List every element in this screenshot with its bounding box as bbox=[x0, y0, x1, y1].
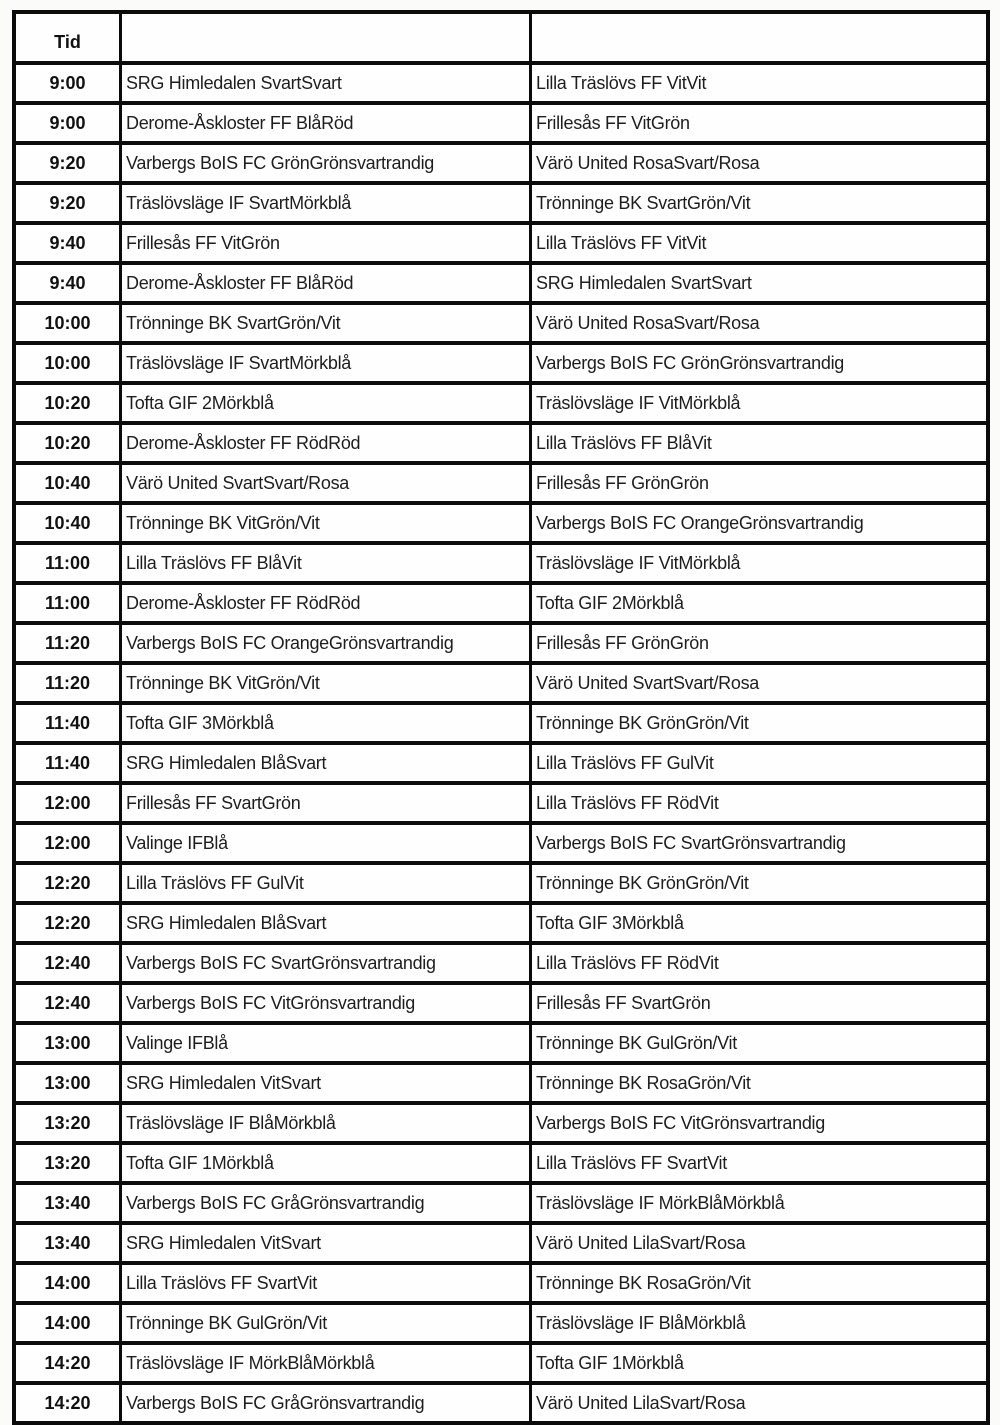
table-row bbox=[16, 1105, 986, 1145]
match-time: 12:20 bbox=[16, 865, 122, 901]
home-team: SRG Himledalen BlåSvart bbox=[122, 905, 532, 941]
home-team: Varbergs BoIS FC SvartGrönsvartrandig bbox=[122, 945, 532, 981]
home-team: Trönninge BK VitGrön/Vit bbox=[122, 665, 532, 701]
table-row bbox=[16, 625, 986, 665]
table-row bbox=[16, 945, 986, 985]
table-row bbox=[16, 1185, 986, 1225]
home-team: Valinge IFBlå bbox=[122, 1025, 532, 1061]
match-time: 13:20 bbox=[16, 1145, 122, 1181]
away-team: Värö United RosaSvart/Rosa bbox=[536, 312, 760, 333]
away-team: Trönninge BK RosaGrön/Vit bbox=[536, 1072, 751, 1093]
home-team: Träslövsläge IF SvartMörkblå bbox=[122, 345, 532, 381]
match-time: 13:20 bbox=[16, 1105, 122, 1141]
home-team: Varbergs BoIS FC GrönGrönsvartrandig bbox=[122, 145, 532, 181]
away-team: Frillesås FF GrönGrön bbox=[536, 632, 709, 653]
match-time: 10:20 bbox=[16, 425, 122, 461]
match-time: 9:40 bbox=[16, 265, 122, 301]
match-time: 11:00 bbox=[16, 545, 122, 581]
home-team: Träslövsläge IF SvartMörkblå bbox=[122, 185, 532, 221]
home-team: Träslövsläge IF BlåMörkblå bbox=[122, 1105, 532, 1141]
match-time: 10:00 bbox=[16, 345, 122, 381]
match-time: 12:40 bbox=[16, 945, 122, 981]
match-time: 13:40 bbox=[16, 1185, 122, 1221]
time-column-header: Tid bbox=[16, 14, 122, 61]
table-row bbox=[16, 305, 986, 345]
away-team: Träslövsläge IF VitMörkblå bbox=[536, 552, 741, 573]
home-team: Frillesås FF VitGrön bbox=[122, 225, 532, 261]
away-column-header bbox=[532, 14, 986, 61]
home-team: Varbergs BoIS FC VitGrönsvartrandig bbox=[122, 985, 532, 1021]
away-team: Varbergs BoIS FC GrönGrönsvartrandig bbox=[536, 352, 844, 373]
home-team: SRG Himledalen VitSvart bbox=[122, 1225, 532, 1261]
table-row bbox=[16, 225, 986, 265]
home-team: Lilla Träslövs FF GulVit bbox=[122, 865, 532, 901]
match-time: 10:40 bbox=[16, 505, 122, 541]
away-team: Frillesås FF VitGrön bbox=[536, 112, 690, 133]
match-time: 11:00 bbox=[16, 585, 122, 621]
match-time: 11:40 bbox=[16, 745, 122, 781]
match-time: 10:00 bbox=[16, 305, 122, 341]
table-row bbox=[16, 665, 986, 705]
match-time: 13:00 bbox=[16, 1065, 122, 1101]
home-team: Derome-Åskloster FF BlåRöd bbox=[122, 265, 532, 301]
home-column-header bbox=[122, 14, 532, 61]
table-row bbox=[16, 465, 986, 505]
away-team: Träslövsläge IF MörkBlåMörkblå bbox=[536, 1192, 785, 1213]
home-team: Valinge IFBlå bbox=[122, 825, 532, 861]
home-team: Trönninge BK SvartGrön/Vit bbox=[122, 305, 532, 341]
away-team: Lilla Träslövs FF GulVit bbox=[536, 752, 714, 773]
away-team: Varbergs BoIS FC OrangeGrönsvartrandig bbox=[536, 512, 864, 533]
table-row bbox=[16, 265, 986, 305]
table-row bbox=[16, 705, 986, 745]
away-team: Lilla Träslövs FF SvartVit bbox=[536, 1152, 727, 1173]
match-time: 9:00 bbox=[16, 105, 122, 141]
away-team: Lilla Träslövs FF BlåVit bbox=[536, 432, 712, 453]
away-team: Träslövsläge IF VitMörkblå bbox=[536, 392, 741, 413]
table-row bbox=[16, 425, 986, 465]
away-team: Träslövsläge IF BlåMörkblå bbox=[536, 1312, 746, 1333]
table-row bbox=[16, 505, 986, 545]
away-team: Tofta GIF 1Mörkblå bbox=[536, 1352, 684, 1373]
away-team: Trönninge BK GulGrön/Vit bbox=[536, 1032, 737, 1053]
table-row bbox=[16, 1265, 986, 1305]
away-team: Trönninge BK GrönGrön/Vit bbox=[536, 872, 749, 893]
home-team: Lilla Träslövs FF BlåVit bbox=[122, 545, 532, 581]
away-team: Varbergs BoIS FC SvartGrönsvartrandig bbox=[536, 832, 846, 853]
match-time: 14:00 bbox=[16, 1305, 122, 1341]
home-team: Tofta GIF 1Mörkblå bbox=[122, 1145, 532, 1181]
match-time: 13:00 bbox=[16, 1025, 122, 1061]
away-team: Lilla Träslövs FF RödVit bbox=[536, 952, 719, 973]
table-row bbox=[16, 185, 986, 225]
table-row bbox=[16, 905, 986, 945]
match-time: 10:20 bbox=[16, 385, 122, 421]
match-time: 13:40 bbox=[16, 1225, 122, 1261]
match-time: 14:20 bbox=[16, 1385, 122, 1421]
match-time: 11:20 bbox=[16, 665, 122, 701]
match-time: 10:40 bbox=[16, 465, 122, 501]
home-team: Derome-Åskloster FF BlåRöd bbox=[122, 105, 532, 141]
home-team: Värö United SvartSvart/Rosa bbox=[122, 465, 532, 501]
match-time: 11:40 bbox=[16, 705, 122, 741]
match-time: 12:00 bbox=[16, 825, 122, 861]
table-row bbox=[16, 1225, 986, 1265]
match-time: 9:00 bbox=[16, 65, 122, 101]
away-team: Värö United SvartSvart/Rosa bbox=[536, 672, 759, 693]
table-row bbox=[16, 1025, 986, 1065]
table-row bbox=[16, 65, 986, 105]
match-time: 12:40 bbox=[16, 985, 122, 1021]
away-team: Trönninge BK SvartGrön/Vit bbox=[536, 192, 751, 213]
match-time: 11:20 bbox=[16, 625, 122, 661]
match-time: 14:00 bbox=[16, 1265, 122, 1301]
match-time: 9:20 bbox=[16, 185, 122, 221]
away-team: Tofta GIF 3Mörkblå bbox=[536, 912, 684, 933]
home-team: SRG Himledalen BlåSvart bbox=[122, 745, 532, 781]
table-row bbox=[16, 385, 986, 425]
home-team: Derome-Åskloster FF RödRöd bbox=[122, 425, 532, 461]
away-team: Värö United LilaSvart/Rosa bbox=[536, 1392, 746, 1413]
away-team: SRG Himledalen SvartSvart bbox=[536, 272, 752, 293]
table-row bbox=[16, 345, 986, 385]
match-time: 12:20 bbox=[16, 905, 122, 941]
table-row bbox=[16, 105, 986, 145]
home-team: SRG Himledalen SvartSvart bbox=[122, 65, 532, 101]
home-team: SRG Himledalen VitSvart bbox=[122, 1065, 532, 1101]
away-team: Värö United LilaSvart/Rosa bbox=[536, 1232, 746, 1253]
away-team: Varbergs BoIS FC VitGrönsvartrandig bbox=[536, 1112, 825, 1133]
home-team: Tofta GIF 2Mörkblå bbox=[122, 385, 532, 421]
table-header-row bbox=[16, 14, 986, 65]
away-team: Frillesås FF SvartGrön bbox=[536, 992, 711, 1013]
away-team: Lilla Träslövs FF VitVit bbox=[536, 232, 707, 253]
home-team: Träslövsläge IF MörkBlåMörkblå bbox=[122, 1345, 532, 1381]
table-row bbox=[16, 1145, 986, 1185]
away-team: Trönninge BK RosaGrön/Vit bbox=[536, 1272, 751, 1293]
home-team: Trönninge BK VitGrön/Vit bbox=[122, 505, 532, 541]
table-row bbox=[16, 865, 986, 905]
home-team: Varbergs BoIS FC GråGrönsvartrandig bbox=[122, 1385, 532, 1421]
away-team: Frillesås FF GrönGrön bbox=[536, 472, 709, 493]
match-schedule-table bbox=[12, 10, 990, 1425]
table-row bbox=[16, 585, 986, 625]
away-team: Lilla Träslövs FF VitVit bbox=[536, 72, 707, 93]
home-team: Frillesås FF SvartGrön bbox=[122, 785, 532, 821]
home-team: Derome-Åskloster FF RödRöd bbox=[122, 585, 532, 621]
table-row bbox=[16, 825, 986, 865]
match-time: 9:40 bbox=[16, 225, 122, 261]
table-row bbox=[16, 545, 986, 585]
home-team: Varbergs BoIS FC GråGrönsvartrandig bbox=[122, 1185, 532, 1221]
match-time: 12:00 bbox=[16, 785, 122, 821]
table-row bbox=[16, 1065, 986, 1105]
table-row bbox=[16, 1305, 986, 1345]
away-team: Trönninge BK GrönGrön/Vit bbox=[536, 712, 749, 733]
home-team: Tofta GIF 3Mörkblå bbox=[122, 705, 532, 741]
table-row bbox=[16, 745, 986, 785]
table-row bbox=[16, 785, 986, 825]
away-team: Värö United RosaSvart/Rosa bbox=[536, 152, 760, 173]
table-row bbox=[16, 985, 986, 1025]
table-row bbox=[16, 1345, 986, 1385]
away-team: Tofta GIF 2Mörkblå bbox=[536, 592, 684, 613]
table-row bbox=[16, 145, 986, 185]
table-row bbox=[16, 1385, 986, 1421]
away-team: Lilla Träslövs FF RödVit bbox=[536, 792, 719, 813]
match-time: 14:20 bbox=[16, 1345, 122, 1381]
match-time: 9:20 bbox=[16, 145, 122, 181]
home-team: Varbergs BoIS FC OrangeGrönsvartrandig bbox=[122, 625, 532, 661]
home-team: Lilla Träslövs FF SvartVit bbox=[122, 1265, 532, 1301]
home-team: Trönninge BK GulGrön/Vit bbox=[122, 1305, 532, 1341]
